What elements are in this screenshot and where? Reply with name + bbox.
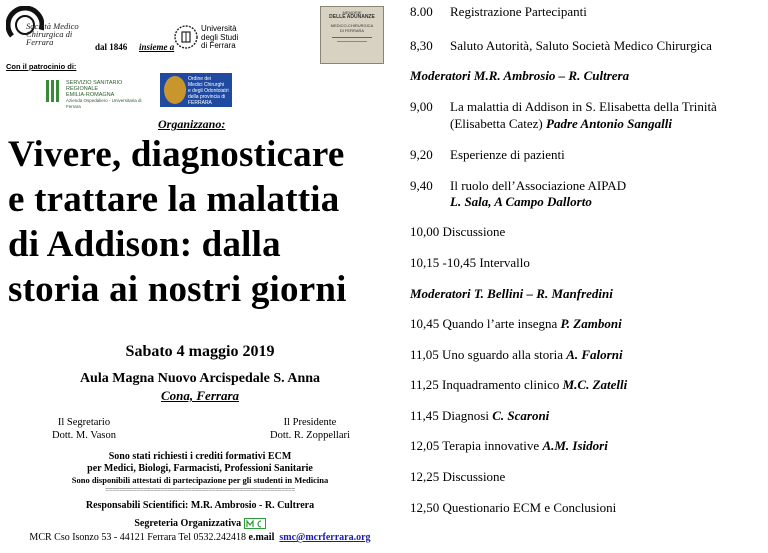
patronage-label: Con il patrocinio di: <box>6 62 77 71</box>
program-item <box>410 178 626 194</box>
program-item <box>410 500 616 516</box>
program-item <box>410 99 717 115</box>
secretary-role: Il Segretario <box>57 417 111 428</box>
program-text: Esperienze di pazienti <box>450 147 565 162</box>
title-line: storia ai nostri giorni <box>8 269 347 310</box>
program-text: (Elisabetta Catez) <box>450 116 543 131</box>
mcr-logo-icon <box>244 518 266 529</box>
ordine-line: Medici Chirurghi <box>188 82 225 88</box>
program-speaker: C. Scaroni <box>492 408 550 423</box>
program-item <box>410 4 587 20</box>
book-line: DI FERRARA <box>339 28 365 33</box>
book-line: MEDICO-CHIRURGICA <box>330 23 374 28</box>
program-item <box>410 316 622 332</box>
ordine-medici-logo <box>160 73 232 107</box>
university-line: Università <box>201 24 237 33</box>
program-item <box>410 255 530 271</box>
address-text: MCR Cso Isonzo 53 - 44121 Ferrara Tel 0532.242418 <box>29 532 247 543</box>
program-text: 12,50 Questionario ECM e Conclusioni <box>410 500 617 515</box>
program-text: Saluto Autorità, Saluto Società Medico Chirurgica <box>450 38 712 53</box>
program-text: 10,15 -10,45 Intervallo <box>410 255 530 270</box>
ecm-credits: Sono stati richiesti i crediti formativi ECM <box>108 451 292 462</box>
program-text: 11,05 Uno sguardo alla storia <box>410 347 563 362</box>
program-speaker: A.M. Isidori <box>542 438 608 453</box>
program-text: 11,45 Diagnosi <box>410 408 489 423</box>
title-line: e trattare la malattia <box>8 179 340 220</box>
program-speaker: P. Zamboni <box>560 316 622 331</box>
program-text: 10,45 Quando l’arte insegna <box>410 316 558 331</box>
event-city: Cona, Ferrara <box>160 388 240 403</box>
program-speaker: L. Sala, A Campo Dallorto <box>450 194 592 209</box>
university-seal-icon <box>172 24 200 50</box>
program-item <box>410 224 505 240</box>
organize-label: Organizzano: <box>158 117 226 131</box>
since-year: dal 1846 <box>95 42 128 52</box>
program-text: 12,25 Discussione <box>410 469 506 484</box>
program-time: 9,00 <box>410 99 433 114</box>
program-item-cont <box>410 116 672 132</box>
historic-book-image <box>320 6 384 64</box>
ordine-seal-icon <box>164 76 186 104</box>
program-time: 8,30 <box>410 38 433 53</box>
program-item <box>410 408 549 424</box>
ordine-line: Ordine dei <box>188 76 212 82</box>
president-name: Dott. R. Zoppellari <box>270 430 350 441</box>
book-line: MEMORIE <box>342 10 362 15</box>
program-item <box>410 438 608 454</box>
ordine-line: FERRARA <box>188 100 212 106</box>
moderators-1: Moderatori M.R. Ambrosio – R. Cultrera <box>410 68 630 83</box>
ecm-professions: per Medici, Biologi, Farmacisti, Professioni Sanitarie <box>87 463 313 474</box>
together-label: insieme a <box>139 42 175 52</box>
program-text: Registrazione Partecipanti <box>450 4 587 19</box>
program-speaker: Padre Antonio Sangalli <box>546 116 672 131</box>
program-item <box>410 38 712 54</box>
book-line: DELLE ADUNANZE <box>329 14 375 20</box>
ecm-students: Sono disponibili attestati di partecipazione per gli studenti in Medicina <box>71 475 329 485</box>
event-date: Sabato 4 maggio 2019 <box>125 343 275 360</box>
program-text: La malattia di Addison in S. Elisabetta della Trinità <box>450 99 717 114</box>
ssr-line: Azienda Ospedaliero - Universitaria di Ferrara <box>66 98 142 109</box>
secretary-name: Dott. M. Vason <box>52 430 116 441</box>
smc-name: Società Medico Chirurgica di Ferrara <box>26 21 79 47</box>
president-role: Il Presidente <box>283 417 337 428</box>
title-line: di Addison: dalla <box>8 224 281 265</box>
program-text: 11,25 Inquadramento clinico <box>410 377 560 392</box>
contact-address <box>0 532 400 543</box>
ordine-line: della provincia di <box>188 94 226 100</box>
title-line: Vivere, diagnosticare <box>8 134 345 175</box>
secretary-block <box>52 416 116 442</box>
ssr-text <box>66 80 142 110</box>
president-block <box>270 416 350 442</box>
program-item <box>410 469 505 485</box>
event-venue: Aula Magna Nuovo Arcispedale S. Anna <box>79 371 321 386</box>
event-title <box>8 132 400 312</box>
program-item <box>410 147 565 163</box>
university-name <box>201 25 238 51</box>
program-text: 10,00 Discussione <box>410 224 506 239</box>
organizing-secretariat <box>0 518 400 529</box>
program-column <box>410 0 768 553</box>
program-item-cont <box>410 194 592 210</box>
moderators-2: Moderatori T. Bellini – R. Manfredini <box>410 286 613 301</box>
university-line: di Ferrara <box>201 41 236 50</box>
ssr-line: SERVIZIO SANITARIO REGIONALE <box>66 80 123 92</box>
ssr-logo <box>46 78 142 109</box>
program-item <box>410 377 627 393</box>
ordine-line: e degli Odontoiatri <box>188 88 229 94</box>
scientific-responsible: Responsabili Scientifici: M.R. Ambrosio - R. Cultrera <box>85 500 315 511</box>
program-time: 9,20 <box>410 147 433 162</box>
program-item <box>410 347 623 363</box>
program-speaker: A. Falorni <box>566 347 623 362</box>
program-speaker: M.C. Zatelli <box>562 377 628 392</box>
separator-line: ======================================================= <box>105 486 295 494</box>
program-text: Il ruolo dell’Associazione AIPAD <box>450 178 627 193</box>
program-time: 9,40 <box>410 178 433 193</box>
email-label: e.mail <box>248 532 275 543</box>
university-line: degli Studi <box>201 32 239 42</box>
ordine-text <box>188 76 229 106</box>
email-link[interactable]: smc@mcrferrara.org <box>279 532 371 543</box>
secretariat-label: Segreteria Organizzativa <box>134 518 242 529</box>
ssr-line: EMILIA-ROMAGNA <box>66 92 115 98</box>
program-text: 12,05 Terapia innovative <box>410 438 540 453</box>
program-time: 8.00 <box>410 4 433 19</box>
ssr-stripes-icon <box>46 80 62 102</box>
